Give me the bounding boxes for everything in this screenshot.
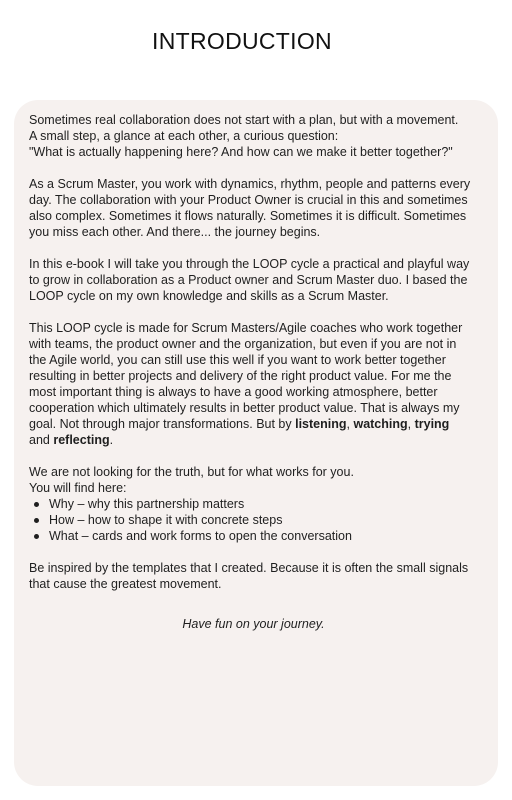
text-fragment: . [109, 433, 114, 447]
paragraph-find-here [29, 464, 478, 496]
keyword-watching: watching [353, 417, 408, 431]
list-item: How – how to shape it with concrete steps [49, 512, 478, 528]
keyword-trying: trying [414, 417, 450, 431]
keyword-listening: listening [295, 417, 347, 431]
text-line: You will find here: [29, 481, 127, 495]
keyword-reflecting: reflecting [53, 433, 110, 447]
text-line: day. The collaboration with your Product Owner is crucial in this and sometimes [29, 193, 468, 207]
list-item: What – cards and work forms to open the conversation [49, 528, 478, 544]
text-line: to grow in collaboration as a Product owner and Scrum Master duo. I based the [29, 273, 468, 287]
text-line: A small step, a glance at each other, a curious question: [29, 129, 339, 143]
paragraph-ebook [29, 256, 478, 304]
paragraph-loop-cycle [29, 320, 478, 448]
text-line: that cause the greatest movement. [29, 577, 222, 591]
text-line: with teams, the product owner and the organization, but even if you are not in [29, 337, 457, 351]
text-line: In this e-book I will take you through the LOOP cycle a practical and playful way [29, 257, 470, 271]
text-line: LOOP cycle on my own knowledge and skills as a Scrum Master. [29, 289, 389, 303]
page-title: INTRODUCTION [152, 28, 332, 54]
paragraph-intro [29, 112, 478, 160]
text-line: Be inspired by the templates that I created. Because it is often the small signals [29, 561, 469, 575]
bullet-list [29, 496, 478, 544]
separator: , [346, 417, 354, 431]
text-line: the Agile world, you can still use this well if you want to work better together [29, 353, 446, 367]
text-line: most important thing is always to have a good working atmosphere, better [29, 385, 438, 399]
separator: , [407, 417, 415, 431]
closing-line: Have fun on your journey. [182, 617, 325, 631]
text-fragment: and [29, 433, 54, 447]
text-line: cooperation which ultimately results in better product value. That is always my [29, 401, 460, 415]
paragraph-inspired [29, 560, 478, 592]
text-line: resulting in better projects and delivery of the right product value. For me the [29, 369, 452, 383]
text-fragment: goal. Not through major transformations. But by [29, 417, 296, 431]
text-line: you miss each other. And there... the journey begins. [29, 225, 321, 239]
text-line: Sometimes real collaboration does not start with a plan, but with a movement. [29, 113, 459, 127]
text-line: "What is actually happening here? And how can we make it better together?" [29, 145, 453, 159]
text-line: This LOOP cycle is made for Scrum Masters/Agile coaches who work together [29, 321, 463, 335]
text-line: also complex. Sometimes it flows naturally. Sometimes it is difficult. Sometimes [29, 209, 467, 223]
text-line-keywords [29, 416, 478, 432]
list-item: Why – why this partnership matters [49, 496, 478, 512]
text-line: We are not looking for the truth, but for what works for you. [29, 465, 354, 479]
intro-card [14, 100, 498, 786]
text-line-keywords [29, 432, 478, 448]
text-line: As a Scrum Master, you work with dynamics, rhythm, people and patterns every [29, 177, 471, 191]
paragraph-scrum-master [29, 176, 478, 240]
